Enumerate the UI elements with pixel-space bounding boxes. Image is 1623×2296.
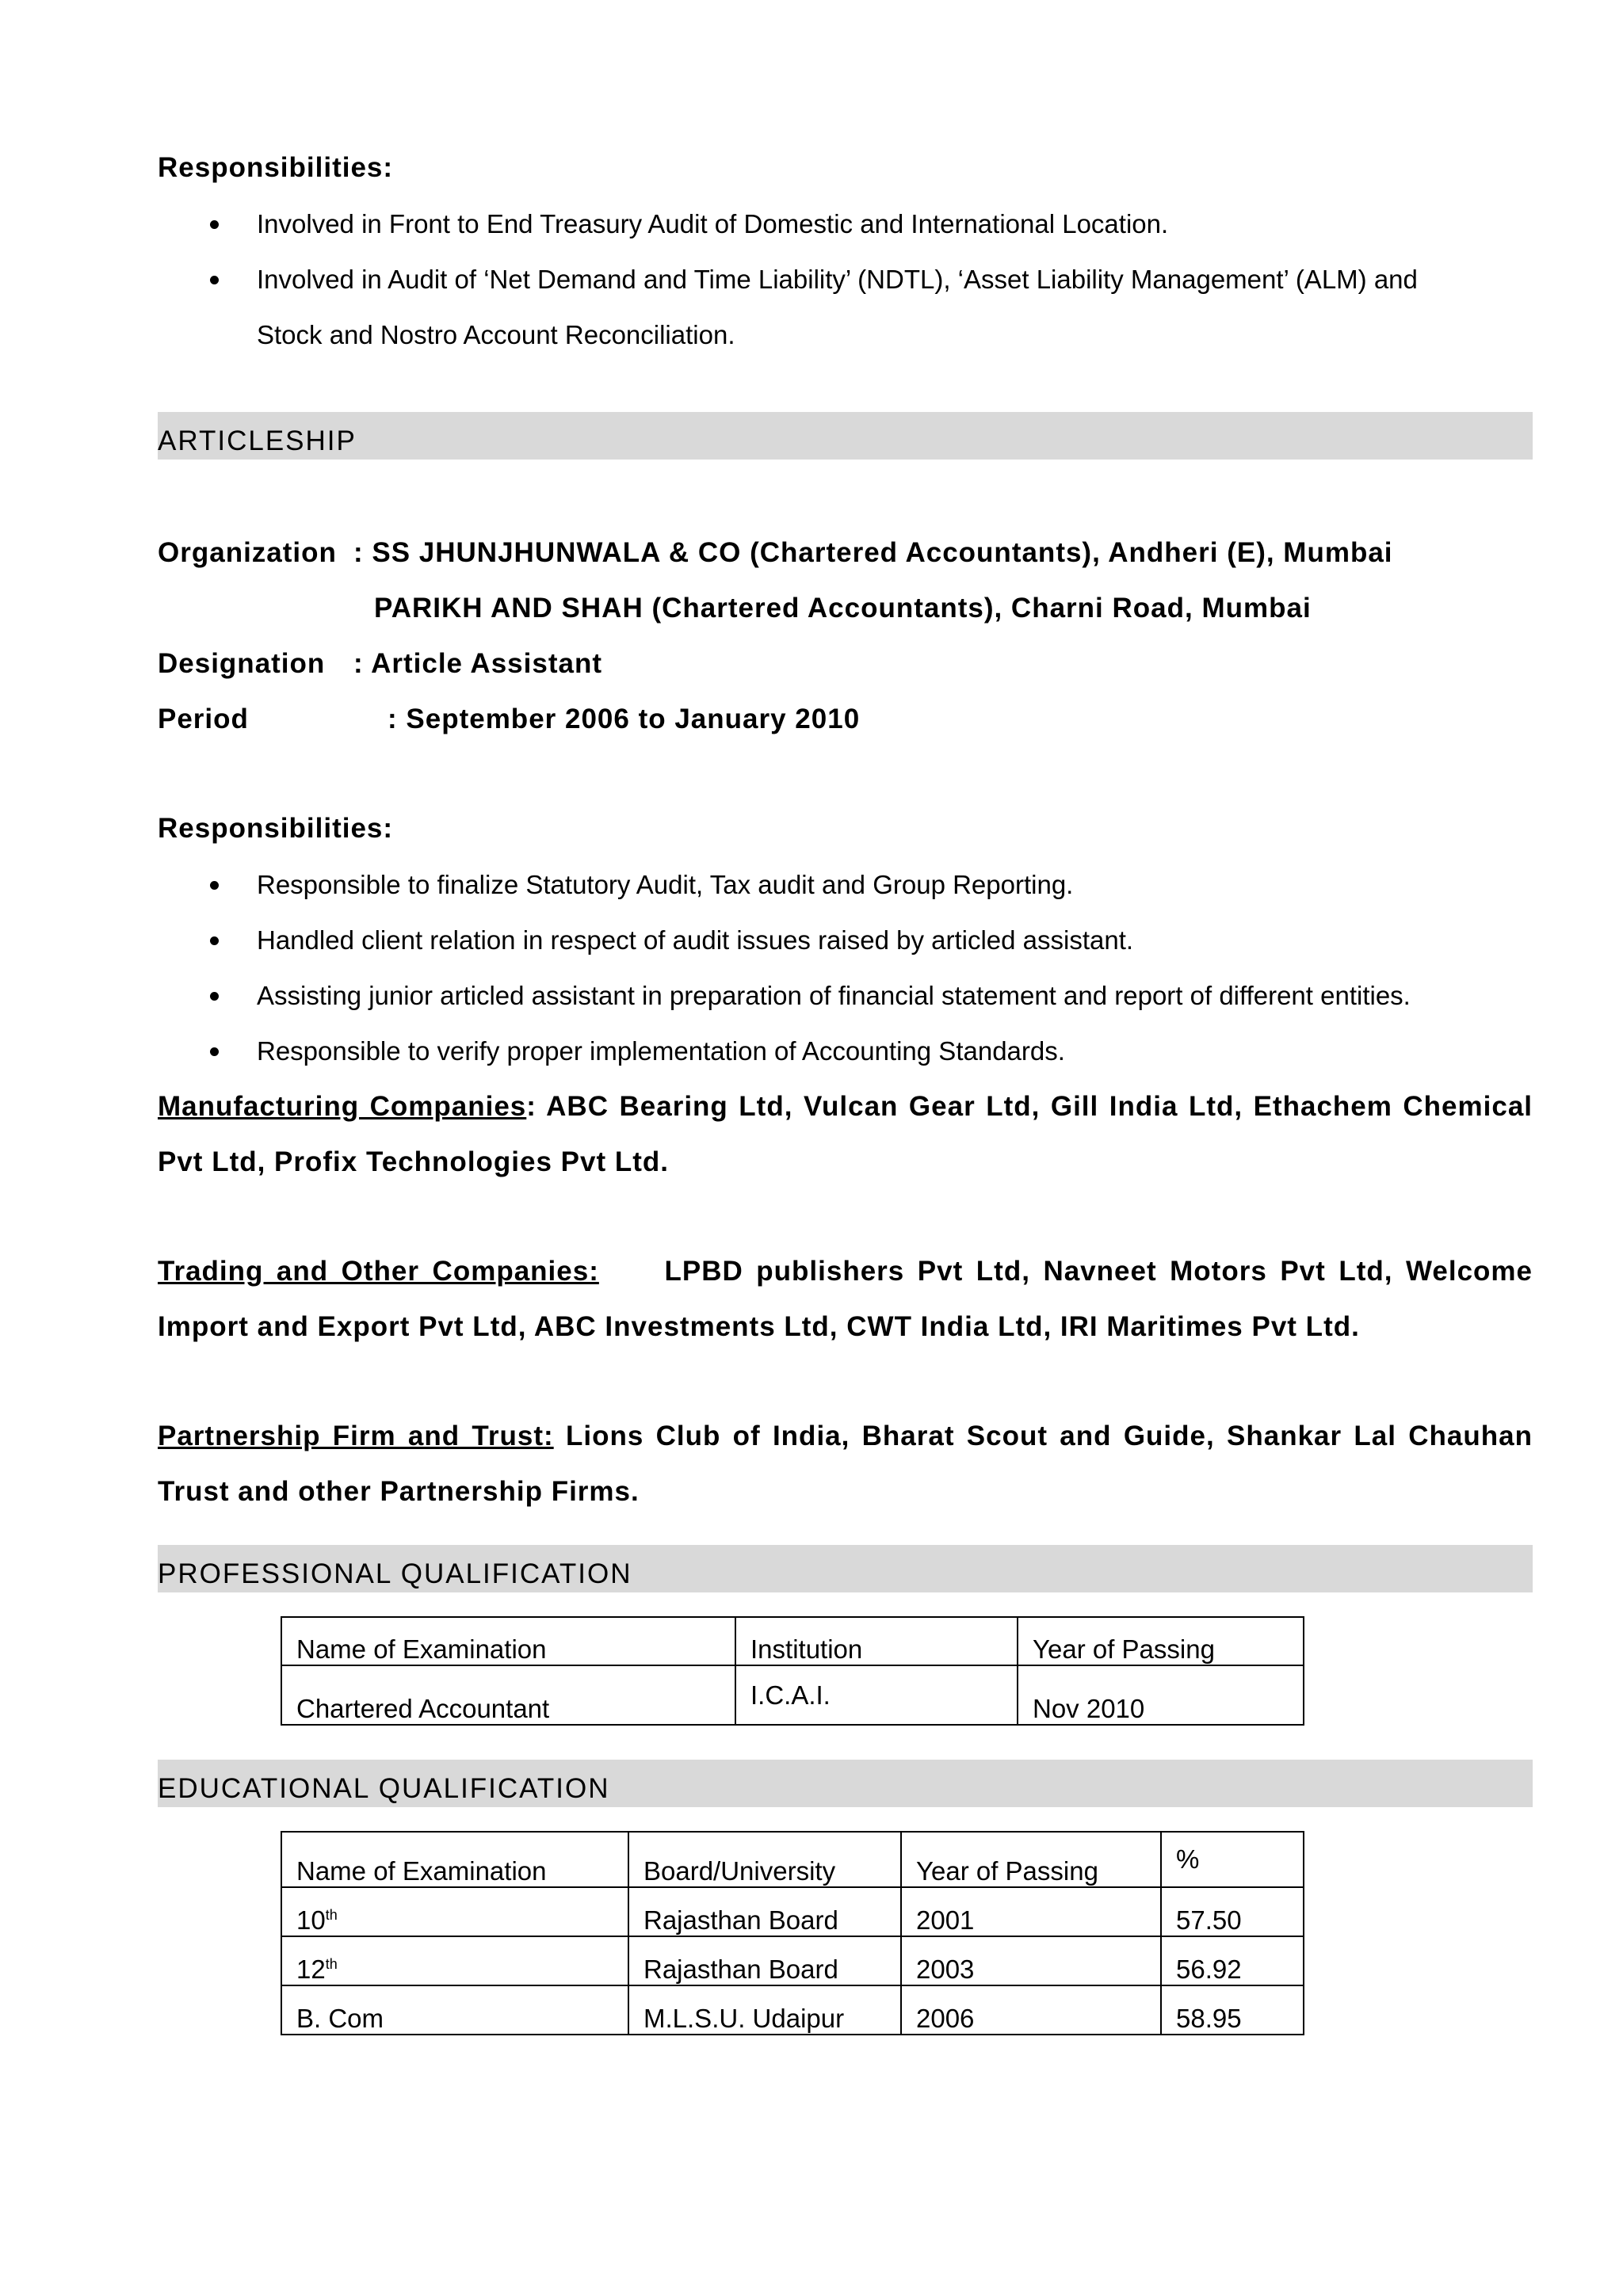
designation-label: Designation <box>158 648 326 679</box>
trading-companies-text: LPBD publishers Pvt Ltd, Navneet Motors Pvt Ltd, Welcome Import and Export Pvt Ltd, ABC Investments Ltd, CWT India Ltd, IRI Maritimes Pvt Ltd. <box>158 1256 1533 1342</box>
manufacturing-companies-label: Manufacturing Companies <box>158 1091 527 1122</box>
period-label: Period <box>158 704 249 734</box>
exam-name: B. Com <box>296 2004 384 2033</box>
list-item: Responsible to finalize Statutory Audit, Tax audit and Group Reporting. <box>158 857 1505 913</box>
exam-name: 12 <box>296 1955 326 1984</box>
partnership-firms-text: Lions Club of India, Bharat Scout and Guide, Shankar Lal Chauhan Trust and other Partnership Firms. <box>158 1421 1533 1507</box>
table-cell: Rajasthan Board <box>628 1887 901 1936</box>
table-cell: 2001 <box>901 1887 1161 1936</box>
table-cell: 2006 <box>901 1985 1161 2035</box>
list-item: Assisting junior articled assistant in preparation of financial statement and report of different entities. <box>158 968 1505 1024</box>
table-cell <box>281 1985 628 2035</box>
ordinal-suffix: th <box>325 1956 338 1972</box>
ordinal-suffix: th <box>325 1907 338 1923</box>
organization-value-1: : SS JHUNJHUNWALA & CO (Chartered Accountants), Andheri (E), Mumbai <box>353 537 1393 568</box>
treasury-responsibilities-list <box>158 196 1505 363</box>
organization-label: Organization <box>158 537 337 568</box>
table-header-cell: Board/University <box>628 1832 901 1887</box>
manufacturing-companies-text: : ABC Bearing Ltd, Vulcan Gear Ltd, Gill India Ltd, Ethachem Chemical Pvt Ltd, Profix Technologies Pvt Ltd. <box>158 1091 1533 1177</box>
list-item: Involved in Audit of ‘Net Demand and Time Liability’ (NDTL), ‘Asset Liability Management’ (ALM) and Stock and Nostro Account Reconciliation. <box>158 252 1505 363</box>
table-cell: 58.95 <box>1161 1985 1304 2035</box>
table-cell: 57.50 <box>1161 1887 1304 1936</box>
responsibilities-heading: Responsibilities: <box>158 152 394 183</box>
section-title: ARTICLESHIP <box>158 425 357 456</box>
table-row <box>281 1936 1304 1985</box>
table-header-cell: Year of Passing <box>1018 1617 1304 1665</box>
table-cell: Rajasthan Board <box>628 1936 901 1985</box>
period-value: : September 2006 to January 2010 <box>388 704 861 734</box>
trading-companies-label: Trading and Other Companies: <box>158 1256 599 1287</box>
table-row <box>281 1985 1304 2035</box>
partnership-firms-label: Partnership Firm and Trust: <box>158 1421 554 1451</box>
list-item: Involved in Front to End Treasury Audit of Domestic and International Location. <box>158 196 1505 252</box>
table-cell: M.L.S.U. Udaipur <box>628 1985 901 2035</box>
table-header-row <box>281 1617 1304 1665</box>
table-cell: 2003 <box>901 1936 1161 1985</box>
table-header-cell: Institution <box>735 1617 1018 1665</box>
articleship-responsibilities-list <box>158 857 1505 1079</box>
section-bar-articleship <box>158 412 1533 460</box>
responsibilities-heading: Responsibilities: <box>158 813 394 844</box>
section-title: EDUCATIONAL QUALIFICATION <box>158 1773 610 1804</box>
organization-value-2: PARIKH AND SHAH (Chartered Accountants), Charni Road, Mumbai <box>374 593 1312 624</box>
list-item: Handled client relation in respect of audit issues raised by articled assistant. <box>158 913 1505 968</box>
section-bar-educational-qualification <box>158 1760 1533 1807</box>
trading-companies-paragraph <box>158 1244 1533 1355</box>
table-header-cell: Name of Examination <box>281 1832 628 1887</box>
exam-name: 10 <box>296 1905 326 1935</box>
table-cell <box>281 1936 628 1985</box>
partnership-firms-paragraph <box>158 1409 1533 1520</box>
table-header-cell: Name of Examination <box>281 1617 735 1665</box>
manufacturing-companies-paragraph <box>158 1079 1533 1190</box>
table-header-cell: Year of Passing <box>901 1832 1161 1887</box>
table-cell: I.C.A.I. <box>735 1665 1018 1725</box>
table-row <box>281 1665 1304 1725</box>
section-title: PROFESSIONAL QUALIFICATION <box>158 1558 632 1589</box>
table-row <box>281 1887 1304 1936</box>
table-cell: Chartered Accountant <box>281 1665 735 1725</box>
table-cell: 56.92 <box>1161 1936 1304 1985</box>
table-header-cell: % <box>1161 1832 1304 1887</box>
section-bar-professional-qualification <box>158 1545 1533 1592</box>
list-item: Responsible to verify proper implementation of Accounting Standards. <box>158 1024 1505 1079</box>
table-cell: Nov 2010 <box>1018 1665 1304 1725</box>
designation-value: : Article Assistant <box>353 648 602 679</box>
table-header-row <box>281 1832 1304 1887</box>
table-cell <box>281 1887 628 1936</box>
professional-qualification-table <box>281 1616 1304 1726</box>
educational-qualification-table <box>281 1831 1304 2035</box>
